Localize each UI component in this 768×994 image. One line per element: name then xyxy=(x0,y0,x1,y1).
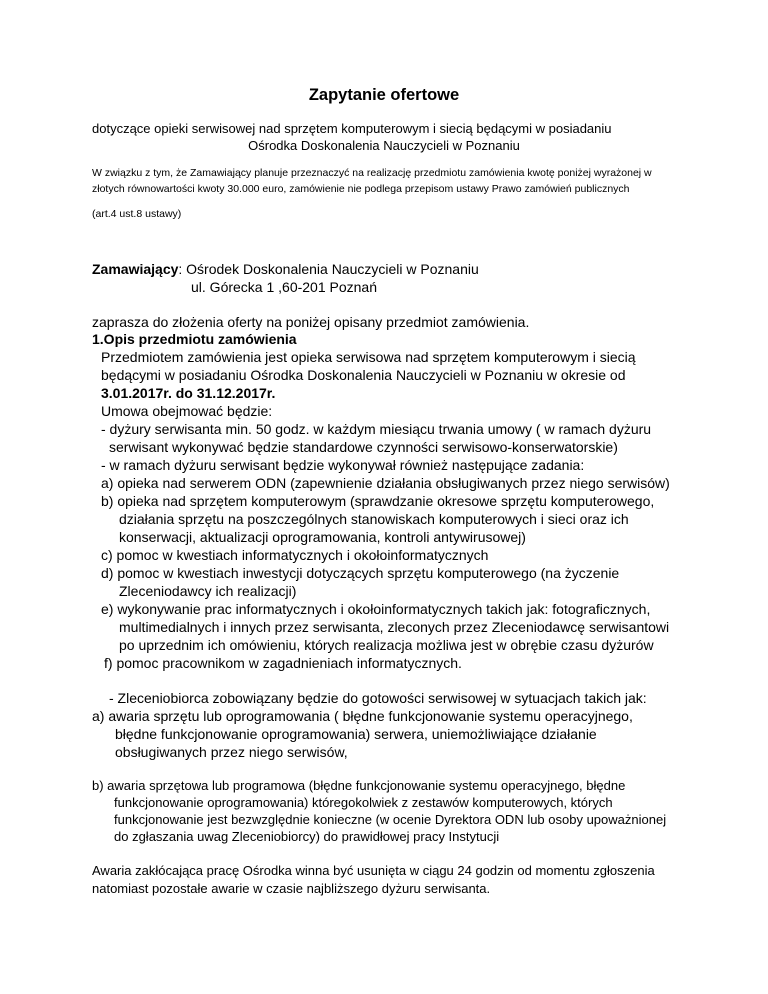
readiness-a-line-1: a) awaria sprzętu lub oprogramowania ( błędne funkcjonowanie systemu operacyjnego, xyxy=(92,708,633,724)
note-reference: (art.4 ust.8 ustawy) xyxy=(92,208,182,220)
task-c: c) pomoc w kwestiach informatycznych i okołoinformatycznych xyxy=(101,547,489,563)
tasks-intro: - w ramach dyżuru serwisant będzie wykonywał również następujące zadania: xyxy=(101,457,585,473)
task-b-line-3: konserwacji, aktualizacji oprogramowania, kontroli antywirusowej) xyxy=(119,529,526,545)
readiness-a-line-3: obsługiwanych przez niego serwisów, xyxy=(115,744,348,760)
invitation-text: zaprasza do złożenia oferty na poniżej opisany przedmiot zamówienia. xyxy=(92,314,530,330)
readiness-intro: - Zleceniobiorca zobowiązany będzie do gotowości serwisowej w sytuacjach takich jak: xyxy=(109,690,647,706)
task-e-line-3: po uprzednim ich omówieniu, których realizacja możliwa jest w obrębie czasu dyżurów xyxy=(119,637,654,653)
description-line-1: Przedmiotem zamówienia jest opieka serwisowa nad sprzętem komputerowym i siecią xyxy=(101,349,636,365)
task-e-line-2: multimedialnych i innych przez serwisanta, zleconych przez Zleceniodawcę serwisantowi xyxy=(119,619,670,635)
subtitle-line-2: Ośrodka Doskonalenia Nauczycieli w Poznaniu xyxy=(248,138,520,153)
contract-period: 3.01.2017r. do 31.12.2017r. xyxy=(101,385,276,401)
task-d-line-2: Zleceniodawcy ich realizacji) xyxy=(119,583,297,599)
subtitle-line-1: dotyczące opieki serwisowej nad sprzętem komputerowym i siecią będącymi w posiadaniu xyxy=(92,121,612,136)
task-b-line-2: działania sprzętu na poszczególnych stanowiskach komputerowych i sieci oraz ich xyxy=(119,511,629,527)
duty-line-2: serwisant wykonywać będzie standardowe czynności serwisowo-konserwatorskie) xyxy=(109,439,618,455)
closing-line-1: Awaria zakłócająca pracę Ośrodka winna być usunięta w ciągu 24 godzin od momentu zgłoszenia xyxy=(92,863,655,878)
task-b-line-1: b) opieka nad sprzętem komputerowym (sprawdzanie okresowe sprzętu komputerowego, xyxy=(101,493,655,509)
client-name: : Ośrodek Doskonalenia Nauczycieli w Poznaniu xyxy=(178,261,479,277)
readiness-b-line-2: funkcjonowanie oprogramowania) któregokolwiek z zestawów komputerowych, których xyxy=(114,795,613,810)
closing-line-2: natomiast pozostałe awarie w czasie najbliższego dyżuru serwisanta. xyxy=(92,881,491,896)
client-label: Zamawiający xyxy=(92,261,179,277)
contract-scope-intro: Umowa obejmować będzie: xyxy=(101,403,273,419)
task-f: f) pomoc pracownikom w zagadnieniach informatycznych. xyxy=(104,655,462,671)
task-a: a) opieka nad serwerem ODN (zapewnienie działania obsługiwanych przez niego serwisów) xyxy=(101,475,670,491)
description-line-2: będącymi w posiadaniu Ośrodka Doskonalenia Nauczycieli w Poznaniu w okresie od xyxy=(101,367,626,383)
task-d-line-1: d) pomoc w kwestiach inwestycji dotyczących sprzętu komputerowego (na życzenie xyxy=(101,565,620,581)
note-line-2: złotych równowartości kwoty 30.000 euro, zamówienie nie podlega przepisom ustawy Prawo zamówień publicznych xyxy=(92,183,630,195)
client-line xyxy=(92,261,479,278)
readiness-b-line-3: funkcjonowanie jest bezwzględnie konieczne (w ocenie Dyrektora ODN lub osoby upoważnionej xyxy=(114,812,667,827)
readiness-a-line-2: błędne funkcjonowanie oprogramowania) serwera, uniemożliwiające działanie xyxy=(115,726,597,742)
duty-line-1: - dyżury serwisanta min. 50 godz. w każdym miesiącu trwania umowy ( w ramach dyżuru xyxy=(101,421,652,437)
note-line-1: W związku z tym, że Zamawiający planuje przeznaczyć na realizację przedmiotu zamówienia kwotę poniżej wyrażonej w xyxy=(92,167,652,179)
client-address: ul. Górecka 1 ,60-201 Poznań xyxy=(191,279,378,295)
document-title: Zapytanie ofertowe xyxy=(308,86,460,104)
readiness-b-line-4: do zgłaszania uwag Zleceniobiorcy) do prawidłowej pracy Instytucji xyxy=(114,829,500,844)
section-1-heading: 1.Opis przedmiotu zamówienia xyxy=(92,331,297,347)
readiness-b-line-1: b) awaria sprzętowa lub programowa (błędne funkcjonowanie systemu operacyjnego, błędne xyxy=(92,778,626,793)
task-e-line-1: e) wykonywanie prac informatycznych i okołoinformatycznych takich jak: fotograficznych, xyxy=(101,601,651,617)
